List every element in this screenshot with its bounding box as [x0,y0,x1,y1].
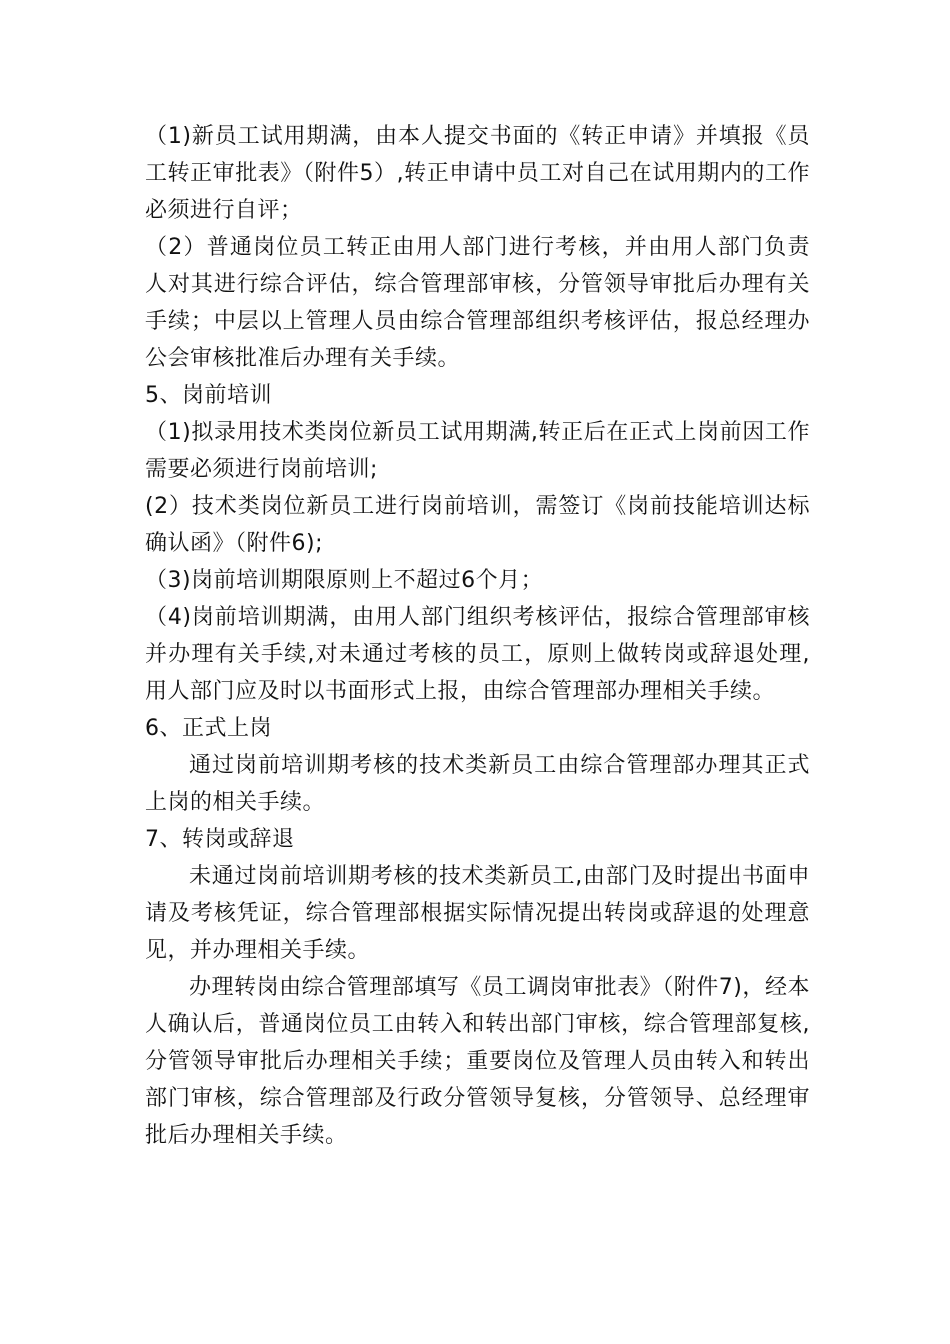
paragraph-formal-post: 通过岗前培训期考核的技术类新员工由综合管理部办理其正式上岗的相关手续。 [145,753,810,815]
paragraph-failed-assessment: 未通过岗前培训期考核的技术类新员工,由部门及时提出书面申请及考核凭证，综合管理部根据实际情况提出转岗或辞退的处理意见，并办理相关手续。 [145,864,810,963]
paragraph-probation-self-review: （1)新员工试用期满，由本人提交书面的《转正申请》并填报《员工转正审批表》（附件5）,转正申请中员工对自己在试用期内的工作必须进行自评； [145,124,810,223]
section-heading-transfer-dismissal: 7、转岗或辞退 [145,827,295,852]
section-heading-formal-post: 6、正式上岗 [145,716,272,741]
document-body [145,118,810,1154]
paragraph-probation-assessment: （2）普通岗位员工转正由用人部门进行考核，并由用人部门负责人对其进行综合评估，综合管理部审核，分管领导审批后办理有关手续；中层以上管理人员由综合管理部组织考核评估，报总经理办公会审核批准后办理有关手续。 [145,235,810,371]
paragraph-training-requirement: （1)拟录用技术类岗位新员工试用期满,转正后在正式上岗前因工作需要必须进行岗前培训; [145,420,810,482]
paragraph-training-evaluation: （4)岗前培训期满，由用人部门组织考核评估，报综合管理部审核并办理有关手续,对未通过考核的员工，原则上做转岗或辞退处理,用人部门应及时以书面形式上报，由综合管理部办理相关手续。 [145,605,810,704]
paragraph-transfer-procedure: 办理转岗由综合管理部填写《员工调岗审批表》（附件7)，经本人确认后，普通岗位员工由转入和转出部门审核，综合管理部复核,分管领导审批后办理相关手续；重要岗位及管理人员由转入和转出部门审核，综合管理部及行政分管领导复核，分管领导、总经理审批后办理相关手续。 [145,975,810,1148]
paragraph-training-agreement: (2）技术类岗位新员工进行岗前培训，需签订《岗前技能培训达标确认函》（附件6); [145,494,810,556]
section-heading-pre-job-training: 5、岗前培训 [145,383,272,408]
paragraph-training-duration: （3)岗前培训期限原则上不超过6个月； [145,568,544,593]
